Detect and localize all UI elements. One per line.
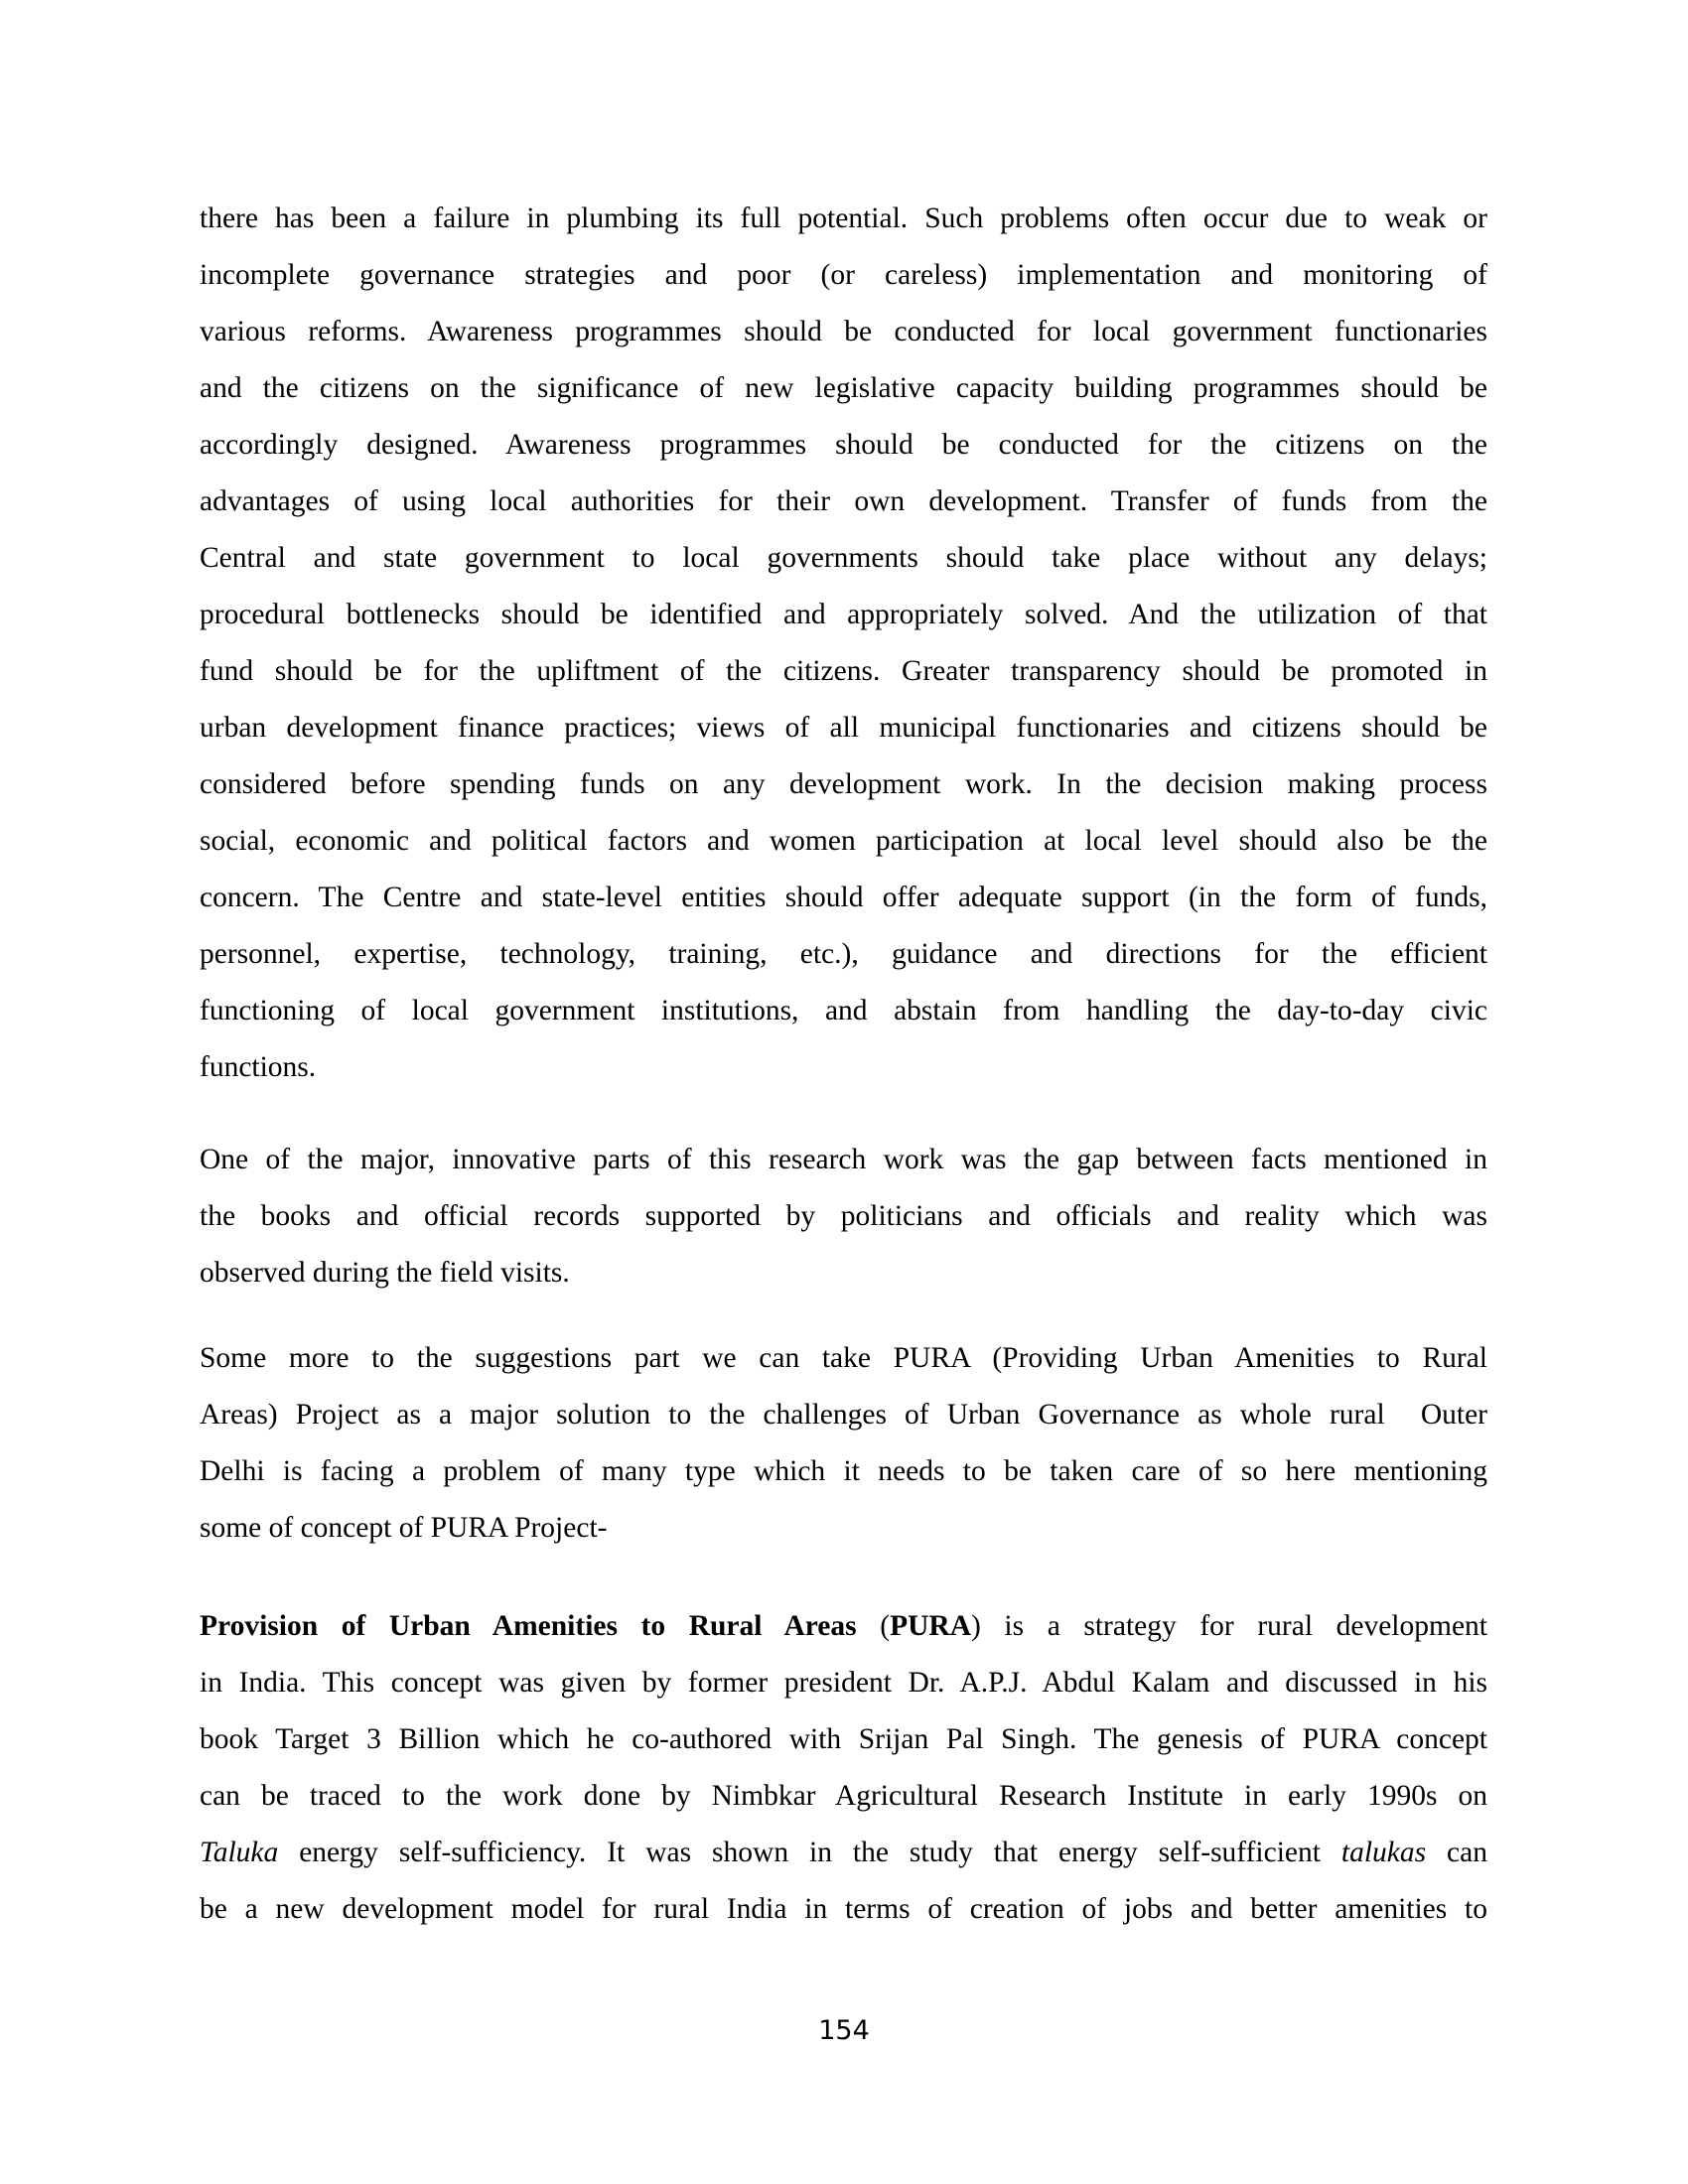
text-run: can	[1426, 1837, 1487, 1868]
paragraph-research-gap	[200, 1132, 1487, 1301]
text-run: ) is a strategy for rural development	[971, 1610, 1487, 1642]
text-line	[200, 1598, 1487, 1655]
text-run: concern. The Centre and state-level entities should offer adequate support (in the form of funds,	[200, 882, 1487, 913]
text-run: Areas) Project as a major solution to the challenges of Urban Governance as whole rural Outer	[200, 1399, 1487, 1431]
page-number: 154	[818, 2015, 870, 2046]
text-run: in India. This concept was given by former president Dr. A.P.J. Abdul Kalam and discussed in his	[200, 1667, 1487, 1699]
text-line	[200, 360, 1487, 417]
text-run: be a new development model for rural India in terms of creation of jobs and better amenities to	[200, 1893, 1487, 1925]
text-line	[200, 1188, 1487, 1245]
text-line	[200, 926, 1487, 983]
text-line	[200, 247, 1487, 304]
text-run: advantages of using local authorities for their own development. Transfer of funds from the	[200, 485, 1487, 517]
text-line	[200, 474, 1487, 530]
text-run: social, economic and political factors and women participation at local level should also be the	[200, 825, 1487, 857]
text-run: various reforms. Awareness programmes should be conducted for local government functionaries	[200, 316, 1487, 347]
text-line	[200, 813, 1487, 870]
text-line	[200, 417, 1487, 474]
text-run: Some more to the suggestions part we can take PURA (Providing Urban Amenities to Rural	[200, 1342, 1487, 1374]
italic-term: talukas	[1340, 1837, 1427, 1868]
text-run: book Target 3 Billion which he co-authored with Srijan Pal Singh. The genesis of PURA concept	[200, 1723, 1487, 1755]
text-run: incomplete governance strategies and poor (or careless) implementation and monitoring of	[200, 259, 1487, 291]
text-line	[200, 1768, 1487, 1825]
text-line	[200, 304, 1487, 360]
text-line	[200, 1132, 1487, 1188]
text-run: energy self-sufficiency. It was shown in the study that energy self-sufficient	[278, 1837, 1341, 1868]
text-line	[200, 191, 1487, 247]
italic-term: Taluka	[200, 1837, 279, 1868]
text-line	[200, 756, 1487, 813]
text-run: can be traced to the work done by Nimbkar Agricultural Research Institute in early 1990s on	[200, 1780, 1487, 1812]
text-line	[200, 1330, 1487, 1387]
text-run: fund should be for the upliftment of the citizens. Greater transparency should be promoted in	[200, 655, 1487, 687]
text-run: functions.	[200, 1051, 317, 1083]
bold-term: PURA	[890, 1610, 971, 1642]
text-line	[200, 1443, 1487, 1500]
text-run: some of concept of PURA Project-	[200, 1512, 608, 1544]
text-line	[200, 1711, 1487, 1768]
text-run: procedural bottlenecks should be identified and appropriately solved. And the utilization of that	[200, 599, 1487, 630]
text-run: Central and state government to local governments should take place without any delays;	[200, 542, 1487, 574]
text-run: One of the major, innovative parts of this research work was the gap between facts mentioned in	[200, 1144, 1487, 1175]
text-line	[200, 1039, 1487, 1096]
text-run: observed during the field visits.	[200, 1257, 570, 1289]
text-line	[200, 530, 1487, 587]
text-run: there has been a failure in plumbing its full potential. Such problems often occur due to weak or	[200, 203, 1487, 234]
text-line	[200, 587, 1487, 643]
text-run: the books and official records supported by politicians and officials and reality which was	[200, 1200, 1487, 1232]
text-line	[200, 1387, 1487, 1443]
text-line	[200, 1825, 1487, 1881]
paragraph-pura-suggestion	[200, 1330, 1487, 1557]
text-run: personnel, expertise, technology, training, etc.), guidance and directions for the efficient	[200, 938, 1487, 970]
text-run: functioning of local government institutions, and abstain from handling the day-to-day civic	[200, 995, 1487, 1026]
text-line	[200, 983, 1487, 1039]
text-run: accordingly designed. Awareness programmes should be conducted for the citizens on the	[200, 429, 1487, 461]
text-line	[200, 1655, 1487, 1711]
text-run: (	[856, 1610, 891, 1642]
text-line	[200, 643, 1487, 700]
paragraph-pura-definition	[200, 1598, 1487, 1938]
text-run: considered before spending funds on any development work. In the decision making process	[200, 768, 1487, 800]
text-run: urban development finance practices; views of all municipal functionaries and citizens should be	[200, 712, 1487, 744]
text-line	[200, 1881, 1487, 1938]
text-run: and the citizens on the significance of new legislative capacity building programmes should be	[200, 372, 1487, 404]
paragraph-governance-reforms	[200, 191, 1487, 1096]
text-line	[200, 1245, 1487, 1301]
text-line	[200, 700, 1487, 756]
text-line	[200, 1500, 1487, 1557]
text-line	[200, 870, 1487, 926]
bold-term: Provision of Urban Amenities to Rural Areas	[200, 1610, 857, 1642]
text-run: Delhi is facing a problem of many type which it needs to be taken care of so here mentioning	[200, 1455, 1487, 1487]
